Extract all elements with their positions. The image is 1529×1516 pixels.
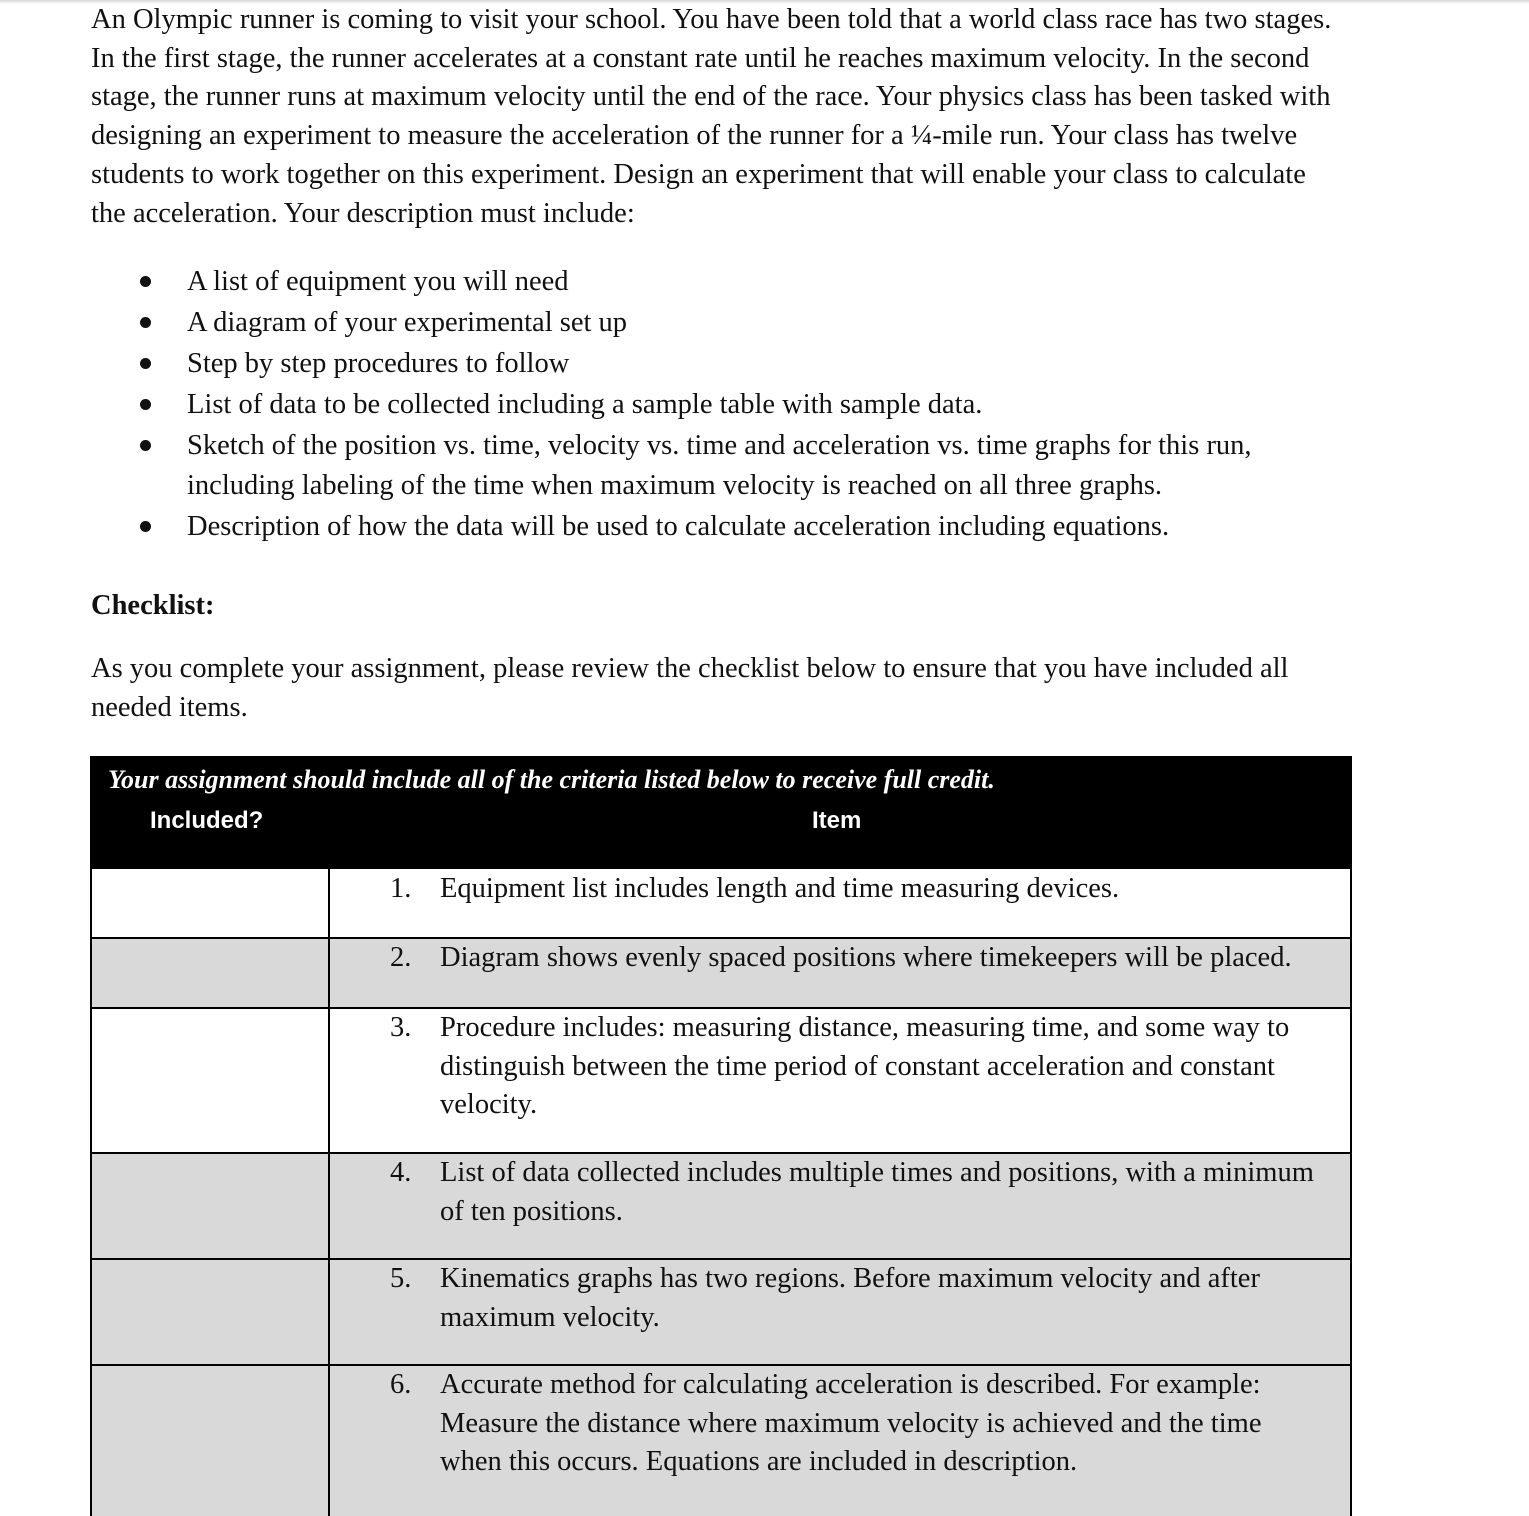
item-cell	[330, 869, 1350, 937]
item-number: 5.	[390, 1263, 412, 1294]
table-title: Your assignment should include all of the criteria listed below to receive full credit.	[108, 765, 995, 794]
item-cell	[330, 1154, 1350, 1258]
checklist-heading: Checklist:	[91, 590, 215, 621]
list-item	[140, 507, 1340, 547]
bullet-icon	[140, 276, 151, 287]
list-item	[140, 344, 1340, 384]
item-cell	[330, 1009, 1350, 1152]
item-number: 1.	[390, 873, 412, 904]
item-text: Diagram shows evenly spaced positions where timekeepers will be placed.	[440, 942, 1292, 973]
list-item-text: Step by step procedures to follow	[187, 348, 570, 379]
item-cell	[330, 1260, 1350, 1364]
table-row	[92, 869, 1350, 939]
item-text: Equipment list includes length and time measuring devices.	[440, 873, 1120, 904]
table-row	[92, 939, 1350, 1009]
column-header-item: Item	[812, 807, 862, 834]
item-text: Accurate method for calculating acceleration is described. For example: Measure the distance where maximum velocity is achieved and the time when this occurs. Equations are included in description.	[440, 1369, 1262, 1478]
item-number: 6.	[390, 1369, 412, 1400]
item-text: Kinematics graphs has two regions. Before maximum velocity and after maximum velocity.	[440, 1263, 1260, 1333]
included-cell[interactable]	[92, 1009, 330, 1152]
checklist-intro: As you complete your assignment, please review the checklist below to ensure that you have included all needed items.	[91, 653, 1289, 723]
bullet-icon	[140, 317, 151, 328]
list-item-text: Description of how the data will be used to calculate acceleration including equations.	[187, 510, 1170, 542]
list-item-text: List of data to be collected including a sample table with sample data.	[187, 389, 983, 420]
included-cell[interactable]	[92, 869, 330, 937]
list-item	[140, 303, 1340, 343]
table-row	[92, 1366, 1350, 1516]
list-item	[140, 385, 1340, 425]
bullet-icon	[140, 440, 151, 451]
requirements-list	[140, 262, 1340, 548]
item-cell	[330, 939, 1350, 1007]
table-row	[92, 1154, 1350, 1260]
table-header	[92, 756, 1350, 869]
bullet-icon	[140, 358, 151, 369]
list-item-text: A diagram of your experimental set up	[187, 307, 628, 338]
included-cell[interactable]	[92, 939, 330, 1007]
list-item-text: A list of equipment you will need	[187, 266, 569, 297]
criteria-table	[90, 756, 1352, 1516]
bullet-icon	[140, 399, 151, 410]
intro-paragraph: An Olympic runner is coming to visit your school. You have been told that a world class race has two stages. In the first stage, the runner accelerates at a constant rate until he reaches maximum velocity. In the second stage, the runner runs at maximum velocity until the end of the race. Your physics class has been tasked with designing an experiment to measure the acceleration of the runner for a ¼-mile run. Your class has twelve students to work together on this experiment. Design an experiment that will enable your class to calculate the acceleration. Your description must include:	[91, 4, 1332, 229]
included-cell[interactable]	[92, 1366, 330, 1516]
table-row	[92, 1009, 1350, 1154]
bullet-icon	[140, 521, 151, 532]
item-text: Procedure includes: measuring distance, measuring time, and some way to distinguish between the time period of constant acceleration and constant velocity.	[440, 1012, 1290, 1121]
column-header-included: Included?	[150, 807, 264, 834]
included-cell[interactable]	[92, 1154, 330, 1258]
table-row	[92, 1260, 1350, 1366]
item-text: List of data collected includes multiple times and positions, with a minimum of ten positions.	[440, 1157, 1314, 1227]
list-item	[140, 262, 1340, 302]
item-number: 4.	[390, 1157, 412, 1188]
item-number: 2.	[390, 942, 412, 973]
item-cell	[330, 1366, 1350, 1516]
list-item	[140, 426, 1340, 505]
included-cell[interactable]	[92, 1260, 330, 1364]
list-item-text: Sketch of the position vs. time, velocity vs. time and acceleration vs. time graphs for this run, including labeling of the time when maximum velocity is reached on all three graphs.	[187, 430, 1252, 501]
item-number: 3.	[390, 1012, 412, 1043]
